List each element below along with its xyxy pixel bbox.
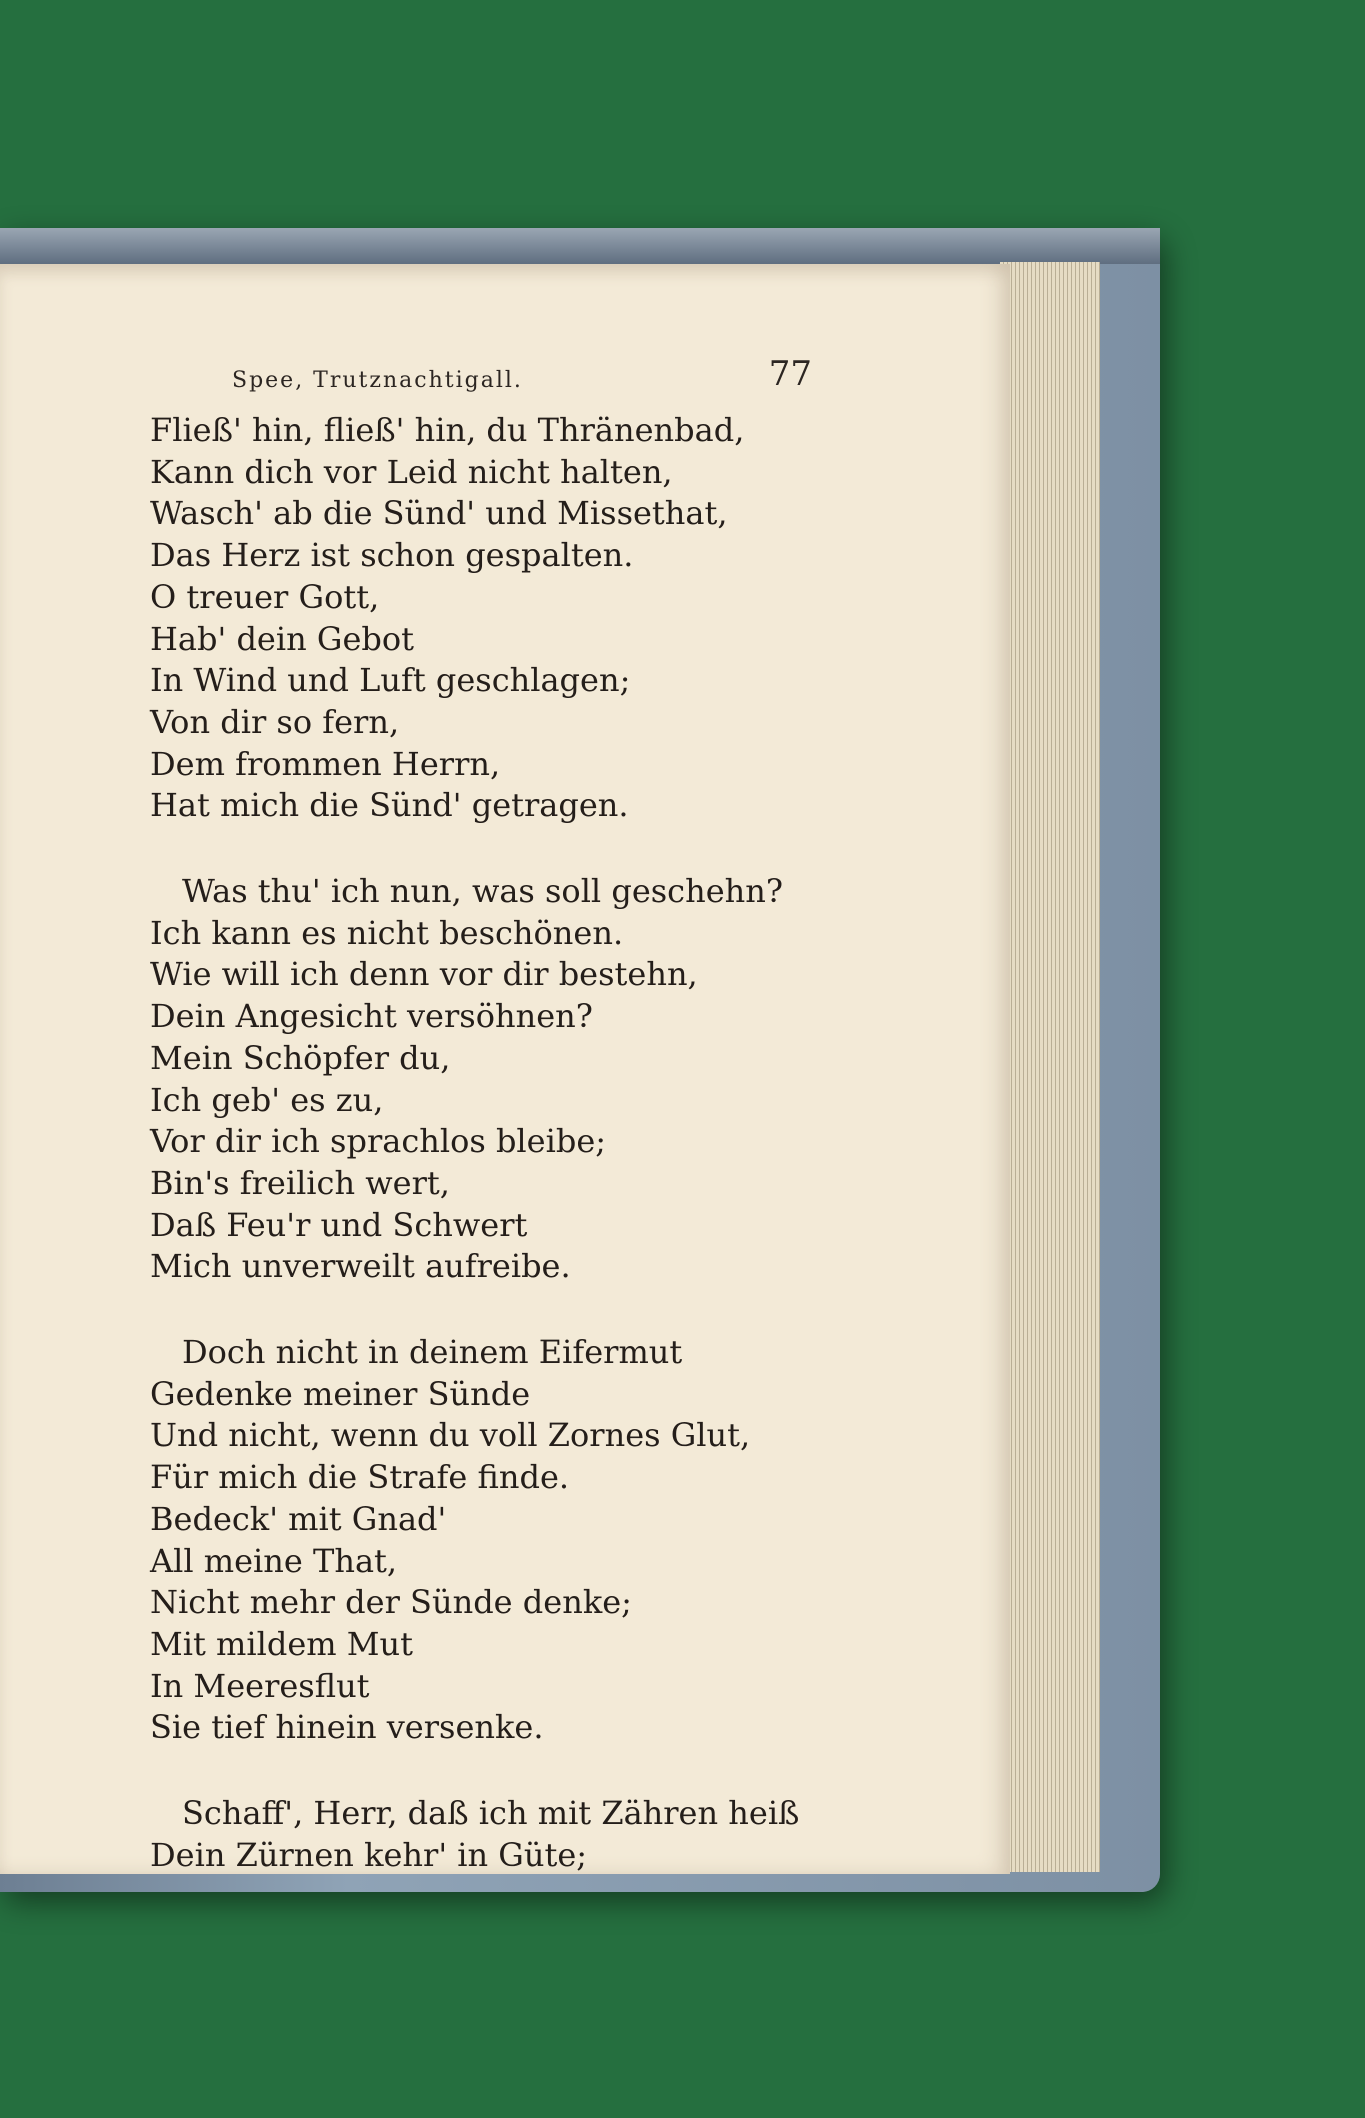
verse-line: Dem frommen Herrn,	[150, 744, 501, 783]
verse-line: In Wind und Luft geschlagen;	[150, 661, 631, 700]
verse-line: Wie will ich denn vor dir bestehn,	[150, 955, 698, 994]
verse-line: Dein Zürnen kehr' in Güte;	[150, 1835, 588, 1874]
book-spine	[0, 228, 1160, 264]
page-edges	[1000, 262, 1100, 1872]
verse-line: Dein Angesicht versöhnen?	[150, 997, 593, 1036]
verse-line: Für mich die Strafe finde.	[150, 1458, 570, 1497]
verse-line: Schaff', Herr, daß ich mit Zähren heiß	[182, 1794, 800, 1833]
verse-line: O treuer Gott,	[150, 577, 380, 616]
page-number: 77	[768, 354, 812, 394]
verse-line: Mein Schöpfer du,	[150, 1038, 451, 1077]
stanza	[150, 871, 790, 1288]
running-title: Spee, Trutznachtigall.	[232, 368, 523, 393]
verse-line: Nicht mehr der Sünde denke;	[150, 1583, 632, 1622]
verse-line: Von dir so fern,	[150, 702, 400, 741]
verse-line: Daß Feu'r und Schwert	[150, 1205, 528, 1244]
verse-line: Sie tief hinein versenke.	[150, 1708, 544, 1747]
page-header	[232, 354, 812, 402]
verse-line: Was thu' ich nun, was soll geschehn?	[182, 872, 784, 911]
verse-line: Gedenke meiner Sünde	[150, 1374, 531, 1413]
verse-line: Hat mich die Sünd' getragen.	[150, 786, 629, 825]
stanza	[150, 1332, 790, 1749]
verse-line: All meine That,	[150, 1541, 398, 1580]
verse-line: Und nicht, wenn du voll Zornes Glut,	[150, 1416, 751, 1455]
stanza	[150, 1793, 800, 1876]
verse-line: Kann dich vor Leid nicht halten,	[150, 452, 673, 491]
verse-line: Mit mildem Mut	[150, 1624, 414, 1663]
verse-line: Vor dir ich sprachlos bleibe;	[150, 1122, 607, 1161]
verse-line: Das Herz ist schon gespalten.	[150, 536, 634, 575]
verse-line: Ich geb' es zu,	[150, 1080, 384, 1119]
verse-line: Bin's freilich wert,	[150, 1163, 450, 1202]
verse-line: Hab' dein Gebot	[150, 619, 414, 658]
verse-line: Fließ' hin, fließ' hin, du Thränenbad,	[150, 411, 745, 449]
verse-line: Bedeck' mit Gnad'	[150, 1499, 447, 1538]
verse-line: Ich kann es nicht beschönen.	[150, 913, 624, 952]
verse-line: In Meeresflut	[150, 1666, 370, 1705]
verse-line: Wasch' ab die Sünd' und Missethat,	[150, 494, 728, 533]
poem-text	[150, 410, 800, 1921]
verse-line: Mich unverweilt aufreibe.	[150, 1247, 571, 1286]
stanza	[150, 410, 790, 827]
verse-line: Doch nicht in deinem Eifermut	[182, 1333, 683, 1372]
